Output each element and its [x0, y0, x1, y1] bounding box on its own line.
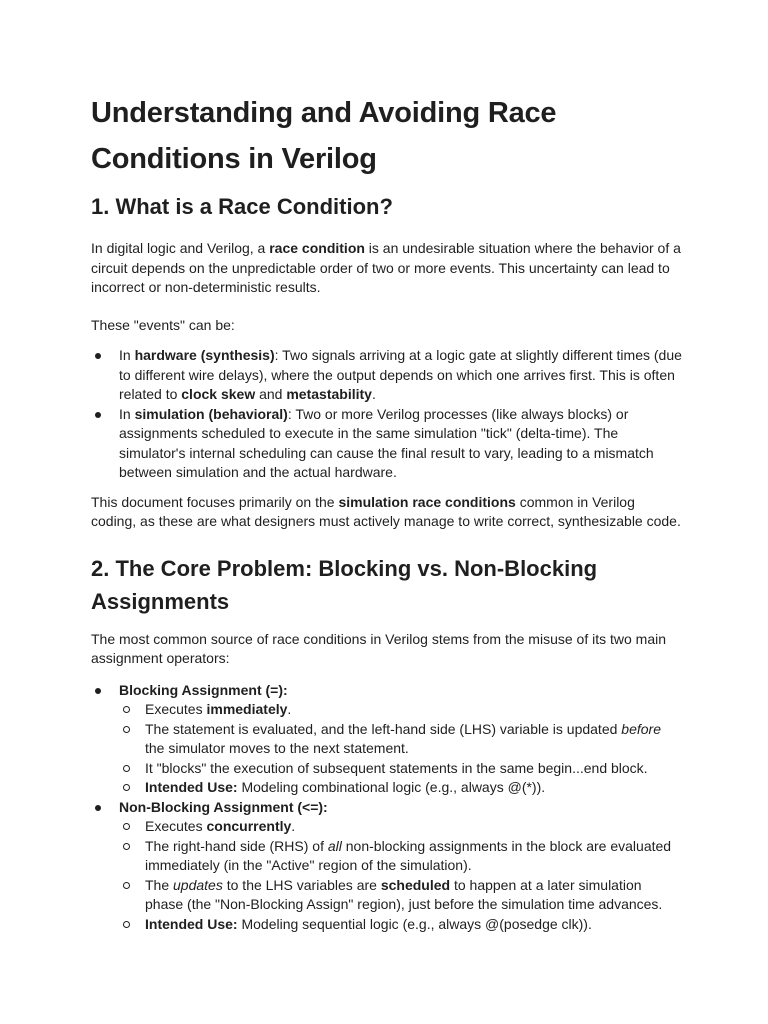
list-item: The statement is evaluated, and the left-hand side (LHS) variable is updated before the simulator moves to the next statement.: [119, 720, 683, 759]
events-list: [91, 346, 683, 483]
assignment-list: [91, 681, 683, 935]
document-title: Understanding and Avoiding Race Conditions in Verilog: [91, 97, 557, 175]
list-item-simulation: In simulation (behavioral): Two or more Verilog processes (like always blocks) or assignments scheduled to execute in the same simulation "tick" (delta-time). The simulator's internal scheduling can cause the final result to vary, leading to a mismatch between simulation and the actual hardware.: [91, 405, 683, 483]
paragraph-core-intro: The most common source of race conditions in Verilog stems from the misuse of its two main assignment operators:: [91, 630, 667, 666]
document-body: [91, 90, 683, 934]
list-item: Intended Use: Modeling combinational logic (e.g., always @(*)).: [119, 778, 683, 798]
nonblocking-sublist: [91, 817, 683, 934]
label-blocking: Blocking Assignment (=):: [119, 681, 288, 698]
paragraph-events-intro: These "events" can be:: [91, 316, 235, 333]
list-item: Executes immediately.: [119, 700, 683, 720]
list-item: Intended Use: Modeling sequential logic (e.g., always @(posedge clk)).: [119, 915, 683, 935]
list-item: The updates to the LHS variables are scheduled to happen at a later simulation phase (the "Non-Blocking Assign" region), just before the simulation time advances.: [119, 876, 683, 915]
blocking-sublist: [91, 700, 683, 798]
list-item-nonblocking: [91, 798, 683, 935]
paragraph-definition: In digital logic and Verilog, a race condition is an undesirable situation where the behavior of a circuit depends on the unpredictable order of two or more events. This uncertainty can lead to incorrect or non-deterministic results.: [91, 240, 681, 295]
list-item: It "blocks" the execution of subsequent statements in the same begin...end block.: [119, 759, 683, 779]
paragraph-focus: This document focuses primarily on the simulation race conditions common in Verilog coding, as these are what designers must actively manage to write correct, synthesizable code.: [91, 493, 681, 529]
label-nonblocking: Non-Blocking Assignment (<=):: [119, 798, 328, 815]
section-heading-what-is-race: 1. What is a Race Condition?: [91, 194, 393, 219]
section-heading-core-problem: 2. The Core Problem: Blocking vs. Non-Blocking Assignments: [91, 555, 598, 614]
list-item-blocking: [91, 681, 683, 798]
term-race-condition: race condition: [269, 240, 365, 256]
list-item-hardware: In hardware (synthesis): Two signals arriving at a logic gate at slightly different times (due to different wire delays), where the output depends on which one arrives first. This is often related to clock skew and metastability.: [91, 346, 683, 405]
list-item: The right-hand side (RHS) of all non-blocking assignments in the block are evaluated immediately (in the "Active" region of the simulation).: [119, 837, 683, 876]
list-item: Executes concurrently.: [119, 817, 683, 837]
